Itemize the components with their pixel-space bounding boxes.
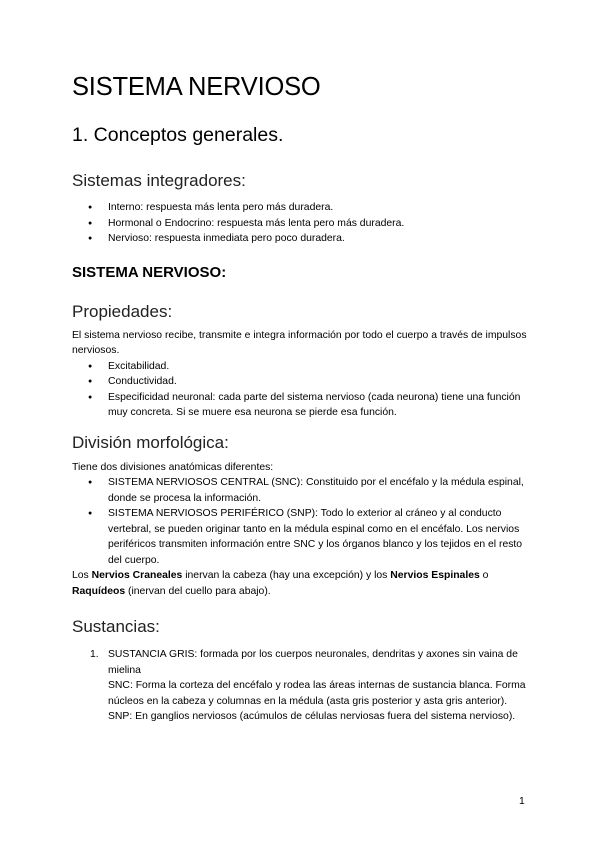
paragraph-propiedades: El sistema nervioso recibe, transmite e integra información por todo el cuerpo a través de impulsos nerviosos. (72, 329, 527, 356)
heading-sustancias: Sustancias: (72, 617, 160, 636)
list-item: ● Excitabilidad. (108, 359, 528, 375)
term-nervios-espinales: Nervios Espinales (390, 570, 480, 581)
term-raquideos: Raquídeos (72, 585, 126, 597)
list-item: ● Hormonal o Endocrino: respuesta más lenta pero más duradera. (108, 216, 528, 232)
list-item: ● SISTEMA NERVIOSOS PERIFÉRICO (SNP): Todo lo exterior al cráneo y al conducto vertebral, se pueden originar tanto en la médula espinal como en el encéfalo. Los nervios periféricos transmiten información entre SNC y los órganos blanco y los tejidos en el resto del cuerpo. (108, 506, 528, 568)
heading-division-morfologica: División morfológica: (72, 432, 229, 452)
section-heading-conceptos: 1. Conceptos generales. (72, 124, 284, 146)
list-item: ● Conductividad. (108, 374, 528, 390)
sustancia-gris-snp: SNP: En ganglios nerviosos (acúmulos de células nerviosas fuera del sistema nervioso). (108, 711, 516, 722)
list-item (90, 647, 528, 725)
text-segment: Los (72, 570, 92, 581)
list-item: ● Especificidad neuronal: cada parte del sistema nervioso (cada neurona) tiene una función muy concreta. Si se muere esa neurona se pierde esa función. (108, 390, 528, 421)
paragraph-division: Tiene dos divisiones anatómicas diferentes: (72, 461, 274, 473)
heading-propiedades: Propiedades: (72, 301, 173, 321)
term-nervios-craneales: Nervios Craneales (91, 570, 183, 581)
text-segment: o (479, 570, 489, 581)
sustancia-gris-snc: SNC: Forma la corteza del encéfalo y rodea las áreas internas de sustancia blanca. Forma núcleos en la cabeza y columnas en la médula (asta gris posterior y asta gris anterior). (108, 680, 526, 707)
heading-sistema-nervioso: SISTEMA NERVIOSO: (72, 263, 227, 281)
document-title: SISTEMA NERVIOSO (72, 73, 321, 101)
list-division (72, 475, 528, 568)
list-propiedades (72, 359, 528, 421)
list-item: ● Interno: respuesta más lenta pero más duradera. (108, 200, 528, 216)
paragraph-nervios (72, 568, 528, 599)
text-segment: inervan la cabeza (hay una excepción) y los (182, 570, 391, 581)
text-segment: (inervan del cuello para abajo). (125, 585, 271, 597)
list-item: ● Nervioso: respuesta inmediata pero poco duradera. (108, 231, 528, 247)
heading-sistemas-integradores: Sistemas integradores: (72, 171, 246, 190)
document-page (72, 72, 528, 725)
sustancia-gris-text: SUSTANCIA GRIS: formada por los cuerpos neuronales, dendritas y axones sin vaina de mielina (108, 649, 518, 676)
list-sustancias (72, 647, 528, 725)
page-number: 1 (519, 796, 525, 807)
list-item: ● SISTEMA NERVIOSOS CENTRAL (SNC): Constituido por el encéfalo y la médula espinal, donde se procesa la información. (108, 475, 528, 506)
list-number: 1. (90, 649, 99, 660)
list-sistemas-integradores (72, 200, 528, 247)
